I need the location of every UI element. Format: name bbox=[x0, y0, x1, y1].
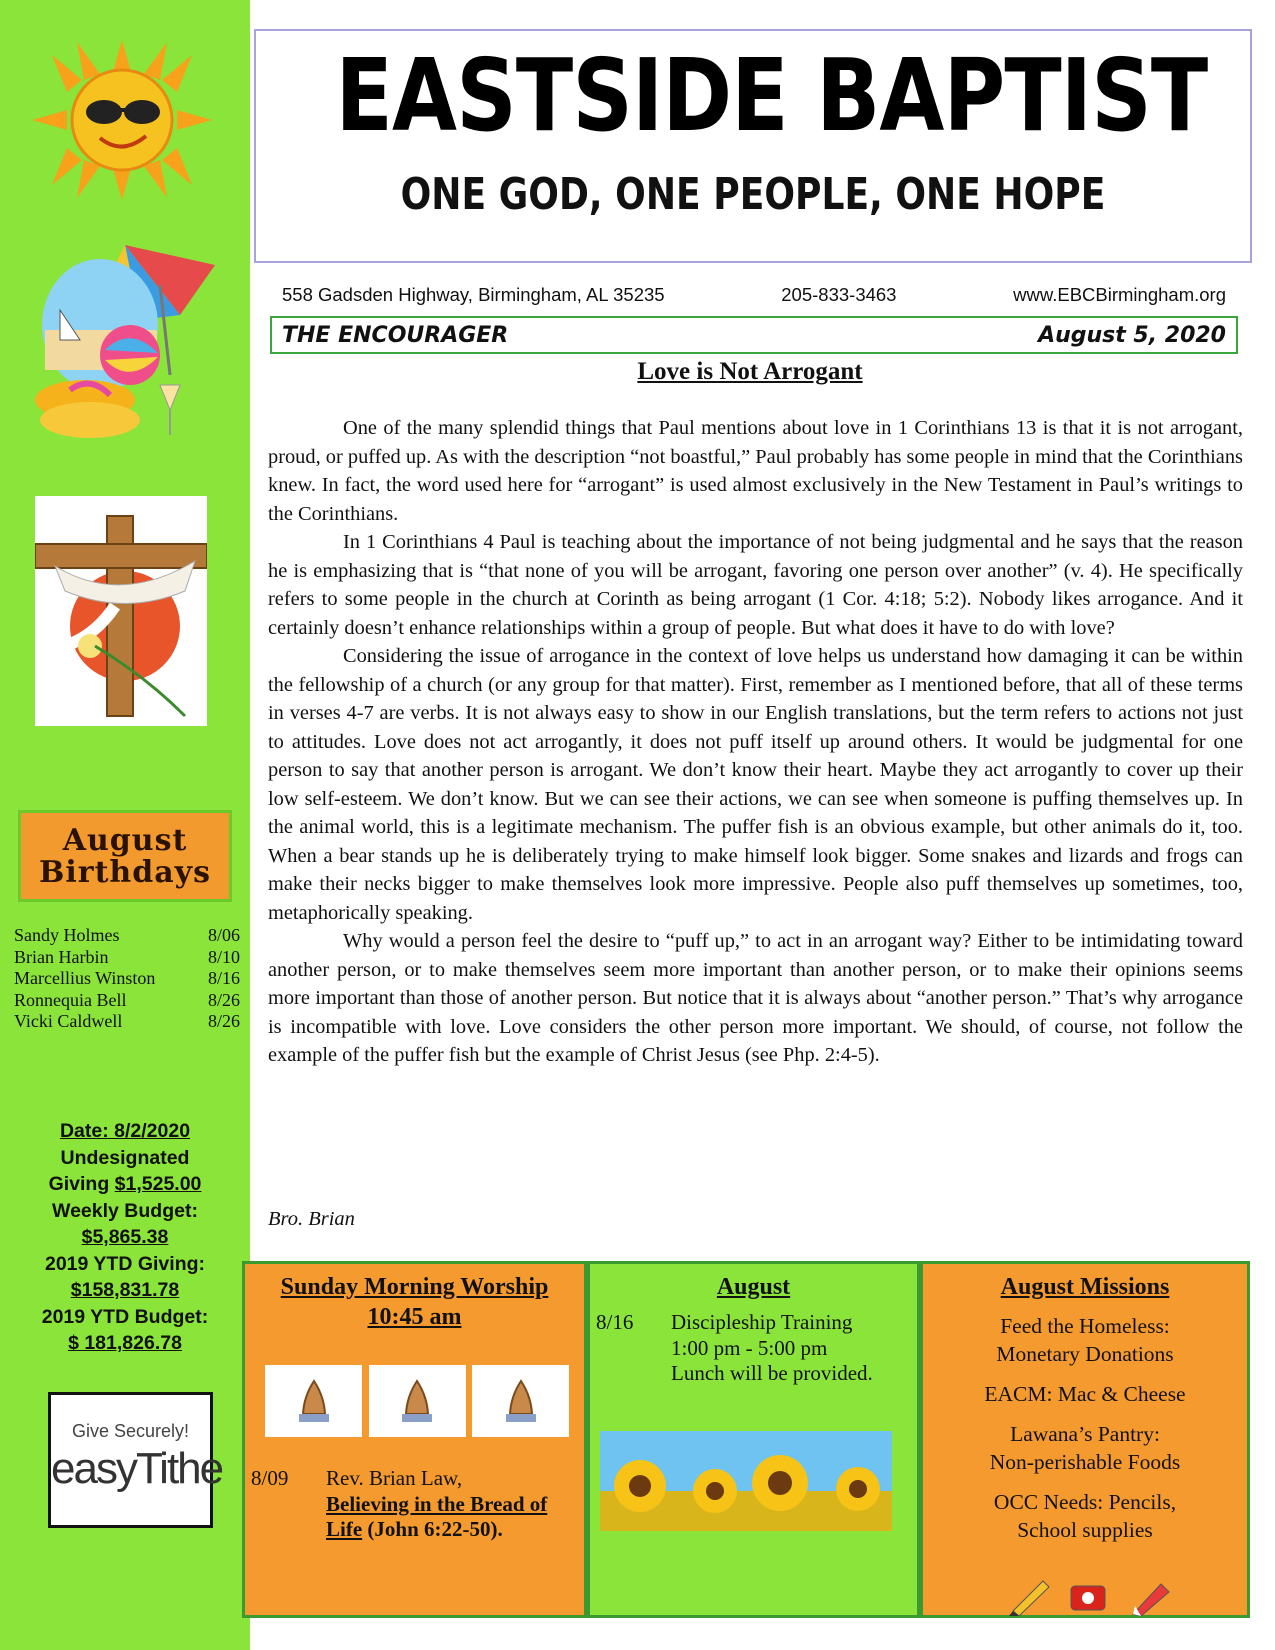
mission-line: Non-perishable Foods bbox=[989, 1450, 1181, 1474]
sunflowers-image bbox=[600, 1431, 892, 1531]
easytithe-logo[interactable] bbox=[48, 1392, 223, 1528]
list-item bbox=[14, 968, 240, 990]
mission-item bbox=[923, 1420, 1247, 1476]
mission-line: Monetary Donations bbox=[996, 1342, 1174, 1366]
mission-line: School supplies bbox=[1017, 1518, 1153, 1542]
list-item bbox=[14, 990, 240, 1012]
phone: 205-833-3463 bbox=[781, 284, 897, 305]
newsletter-bar bbox=[270, 316, 1238, 354]
undesignated-label: Undesignated bbox=[60, 1146, 190, 1169]
calendar-box bbox=[587, 1261, 920, 1618]
ytd-giving-value: $158,831.78 bbox=[70, 1279, 180, 1301]
worship-event-details bbox=[326, 1466, 581, 1543]
article-paragraph: In 1 Corinthians 4 Paul is teaching about the importance of not being judgmental and he says that the reason he is emphasizing that is “that none of you will be arrogant, favoring one person over another” (v. 4). He specifically refers to some people in the church at Corinth as being arrogant (1 Cor. 4:18; 5:2). Nobody likes arrogance. And it certainly doesn’t enhance relationships within a group of people. But what does it have to do with love? bbox=[268, 531, 1243, 639]
mission-line: OCC Needs: Pencils, bbox=[993, 1490, 1177, 1514]
weekly-budget-label: Weekly Budget: bbox=[52, 1199, 198, 1222]
masthead bbox=[254, 29, 1252, 263]
birthday-list bbox=[14, 925, 240, 1033]
article-paragraph: One of the many splendid things that Paul mentions about love in 1 Corinthians 13 is that it is not arrogant, proud, or puffed up. As with the description “not boastful,” Paul probably has some people in mind that the Corinthians knew. In fact, the word used here for “arrogant” is used almost exclusively in the New Testament in Paul’s writings to the Corinthians. bbox=[268, 417, 1243, 525]
scripture: (John 6:22-50). bbox=[362, 1517, 503, 1541]
praying-hands-icon bbox=[369, 1365, 466, 1437]
article-body bbox=[268, 414, 1243, 1070]
article-paragraph: Why would a person feel the desire to “puff up,” to act in an arrogant way? Either to be intimidating toward another person, or to make themselves seem more important than another person, or to make their opinions seems more important than those of another person. But notice that it is always about “another person.” That’s why arrogance is incompatible with love. Love considers the other person more important. We should, of course, not follow the example of the puffer fish but the example of Christ Jesus (see Php. 2:4-5). bbox=[268, 930, 1243, 1066]
cross-icon bbox=[35, 496, 207, 726]
cross-image bbox=[35, 496, 207, 726]
birthdays-heading-line2: Birthdays bbox=[39, 855, 211, 890]
article-paragraph: Considering the issue of arrogance in the context of love helps us understand how damaging it can be within the fellowship of a church (or any group for that matter). First, remember as I mentioned before, that all of these terms in verses 4-7 are verbs. It is not always easy to show in our English translations, but the term refers to actions not just to attitudes. Love does not act arrogantly, it does not puff itself up around others. It would be judgmental for one person to say that another person is arrogant. We don’t know their heart. Maybe they act arrogantly to cover up their low self-esteem. We don’t know. But we can see their actions, we can see when someone is puffing themselves up. In the animal world, this is a legitimate mechanism. The puffer fish is an obvious example, but other animals do it, too. When a bear stands up he is deliberately trying to make himself look bigger. Some snakes and lizards and frogs can make their necks bigger to make themselves look more impressive. People also puff themselves up sometimes, too, metaphorically speaking. bbox=[268, 645, 1243, 924]
signature: Bro. Brian bbox=[268, 1208, 355, 1230]
birthday-date: 8/26 bbox=[207, 989, 240, 1010]
weekly-budget-value: $5,865.38 bbox=[81, 1226, 169, 1248]
beach-items-icon bbox=[30, 225, 220, 455]
church-motto: ONE GOD, ONE PEOPLE, ONE HOPE bbox=[400, 169, 1106, 220]
calendar-title: August bbox=[716, 1274, 791, 1300]
contact-line bbox=[282, 284, 1226, 306]
address: 558 Gadsden Highway, Birmingham, AL 35235 bbox=[282, 284, 665, 305]
worship-time: 10:45 am bbox=[367, 1304, 462, 1330]
ytd-budget-label: 2019 YTD Budget: bbox=[41, 1305, 209, 1328]
event-line: Lunch will be provided. bbox=[671, 1361, 873, 1385]
event-line: Discipleship Training bbox=[671, 1310, 853, 1334]
article-title: Love is Not Arrogant bbox=[637, 358, 863, 385]
worship-title: Sunday Morning Worship bbox=[280, 1274, 549, 1300]
sun-sunglasses-icon bbox=[22, 40, 222, 200]
undesignated-giving bbox=[10, 1171, 240, 1198]
speaker: Rev. Brian Law, bbox=[326, 1466, 463, 1490]
undesignated-value: $1,525.00 bbox=[114, 1173, 202, 1195]
worship-box bbox=[242, 1261, 587, 1618]
school-supplies-icon bbox=[1003, 1576, 1173, 1616]
calendar-event bbox=[596, 1310, 917, 1387]
praying-hands-row bbox=[265, 1365, 569, 1437]
mission-item bbox=[923, 1488, 1247, 1544]
birthday-date: 8/10 bbox=[207, 946, 240, 967]
birthday-name: Vicki Caldwell bbox=[14, 1011, 123, 1031]
calendar-event-date: 8/16 bbox=[596, 1310, 634, 1334]
issue-date: August 5, 2020 bbox=[1038, 322, 1226, 348]
website-link[interactable]: www.EBCBirmingham.org bbox=[1013, 284, 1226, 305]
easytithe-tagline: Give Securely! bbox=[71, 1421, 190, 1441]
undesignated-prefix: Giving bbox=[48, 1173, 115, 1195]
newsletter-name: THE ENCOURAGER bbox=[282, 322, 509, 348]
birthdays-heading-line1: August bbox=[62, 823, 188, 858]
sermon-title: Believing in the Bread of Life bbox=[326, 1491, 548, 1541]
easytithe-brand: easyTithe bbox=[51, 1444, 223, 1493]
birthdays-heading bbox=[18, 810, 232, 902]
event-line: 1:00 pm - 5:00 pm bbox=[671, 1335, 828, 1360]
ytd-budget-value: $ 181,826.78 bbox=[68, 1332, 182, 1354]
list-item bbox=[14, 925, 240, 947]
birthday-name: Sandy Holmes bbox=[14, 925, 120, 945]
birthday-name: Brian Harbin bbox=[14, 946, 109, 967]
worship-event-date: 8/09 bbox=[251, 1466, 289, 1490]
birthday-date: 8/16 bbox=[207, 968, 240, 988]
birthday-name: Ronnequia Bell bbox=[14, 989, 127, 1010]
birthday-name: Marcellius Winston bbox=[14, 968, 156, 988]
birthday-date: 8/06 bbox=[207, 925, 240, 945]
list-item bbox=[14, 947, 240, 969]
mission-item bbox=[923, 1380, 1247, 1408]
mission-item bbox=[923, 1312, 1247, 1368]
calendar-event-details bbox=[671, 1310, 873, 1387]
mission-line: Feed the Homeless: bbox=[1000, 1314, 1170, 1338]
ytd-giving-label: 2019 YTD Giving: bbox=[44, 1252, 206, 1275]
praying-hands-icon bbox=[472, 1365, 569, 1437]
giving-date: Date: 8/2/2020 bbox=[59, 1120, 191, 1142]
praying-hands-icon bbox=[265, 1365, 362, 1437]
mission-line: Lawana’s Pantry: bbox=[1010, 1422, 1160, 1446]
giving-summary bbox=[10, 1118, 240, 1357]
worship-event bbox=[251, 1466, 581, 1543]
list-item bbox=[14, 1011, 240, 1033]
birthday-date: 8/26 bbox=[207, 1011, 240, 1031]
mission-line: EACM: Mac & Cheese bbox=[984, 1382, 1186, 1406]
missions-box bbox=[920, 1261, 1250, 1618]
church-name: EASTSIDE BAPTIST bbox=[335, 37, 1208, 154]
missions-title: August Missions bbox=[1000, 1274, 1170, 1300]
